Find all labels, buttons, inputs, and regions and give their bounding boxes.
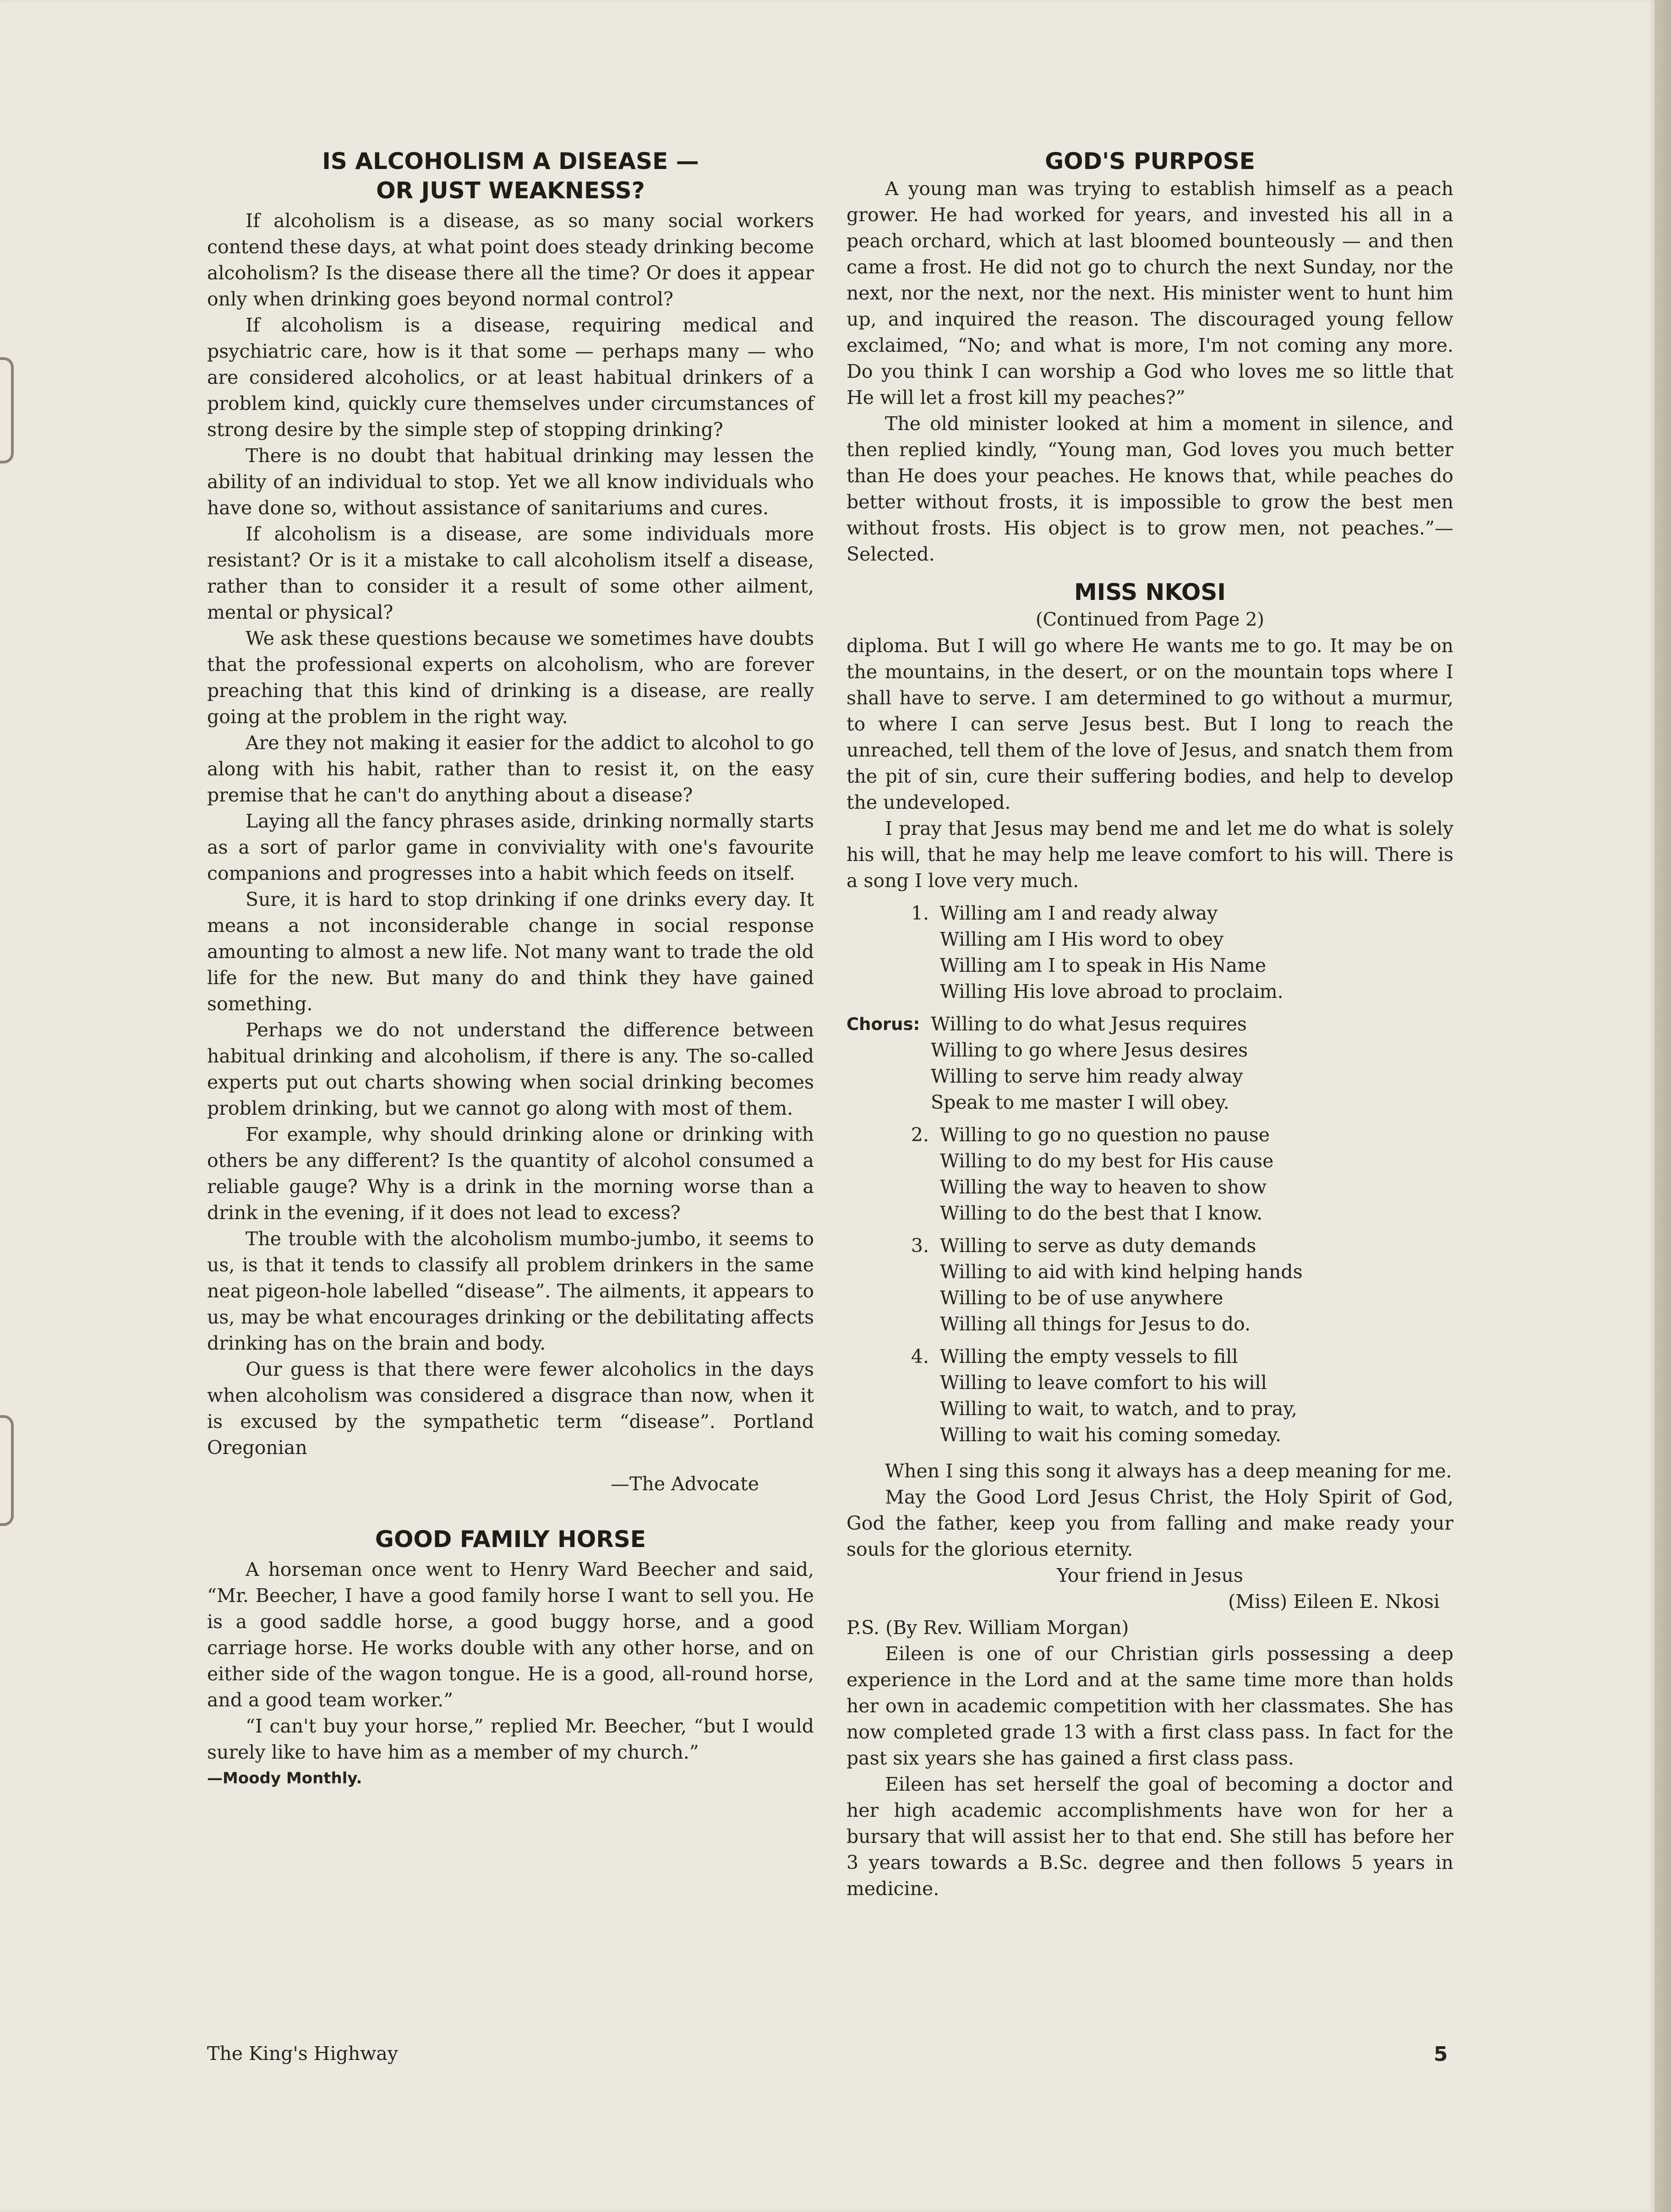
left-column xyxy=(207,147,814,1792)
song-chorus xyxy=(846,1011,1453,1116)
song-line: Willing to do the best that I know. xyxy=(940,1202,1263,1224)
paragraph: The old minister looked at him a moment in silence, and then replied kindly, “Young man, God loves you much better than He does your peaches. He knows that, while peaches do better without frosts, it is impossible to grow the best men without frosts. His object is to grow men, not peaches.”—Selected. xyxy=(846,413,1453,565)
article-attribution: —The Advocate xyxy=(611,1473,759,1495)
right-column xyxy=(846,147,1453,1902)
verse-number: 4. xyxy=(911,1346,929,1368)
postscript-heading: P.S. (By Rev. William Morgan) xyxy=(846,1617,1129,1639)
song-line: Willing to be of use anywhere xyxy=(940,1287,1223,1309)
article-title: GOD'S PURPOSE xyxy=(1045,148,1255,174)
binder-ring-top xyxy=(0,357,14,463)
article-good-family-horse xyxy=(207,1525,814,1792)
signature-line: Your friend in Jesus xyxy=(1057,1564,1243,1586)
song-line: Willing to go no question no pause xyxy=(940,1124,1270,1146)
verse-number: 3. xyxy=(911,1235,929,1257)
verse-number: 2. xyxy=(911,1124,929,1146)
paragraph: A young man was trying to establish himself as a peach grower. He had worked for years, and invested his all in a peach orchard, which at last bloomed bounteously — and then came a frost. He did not go to church the next Sunday, nor the next, nor the next, nor the next. His minister went to hunt him up, and inquired the reason. The discouraged young fellow exclaimed, “No; and what is more, I'm not coming any more. Do you think I can worship a God who loves me so little that He will let a frost kill my peaches?” xyxy=(846,178,1453,409)
paragraph: Are they not making it easier for the addict to alcohol to go along with his habit, rather than to resist it, on the easy premise that he can't do anything about a disease? xyxy=(207,732,814,806)
article-miss-nkosi xyxy=(846,578,1453,1902)
song-line: Willing to go where Jesus desires xyxy=(931,1039,1248,1061)
paragraph: If alcoholism is a disease, are some individuals more resistant? Or is it a mistake to call alcoholism itself a disease, rather than to consider it a result of some other ailment, mental or physical? xyxy=(207,523,814,623)
article-title-line2: OR JUST WEAKNESS? xyxy=(376,177,645,204)
article-subtitle: (Continued from Page 2) xyxy=(1035,609,1265,630)
paragraph: When I sing this song it always has a deep meaning for me. xyxy=(885,1460,1452,1482)
song-line: Willing to wait his coming someday. xyxy=(940,1424,1282,1446)
paragraph: I pray that Jesus may bend me and let me do what is solely his will, that he may help me leave comfort to his will. There is a song I love very much. xyxy=(846,817,1453,892)
paragraph: Eileen has set herself the goal of becoming a doctor and her high academic accomplishments have won for her a bursary that will assist her to that end. She still has before her 3 years towards a B.Sc. degree and then follows 5 years in medicine. xyxy=(846,1773,1453,1900)
song-line: Willing to aid with kind helping hands xyxy=(940,1261,1303,1283)
article-title-line1: IS ALCOHOLISM A DISEASE — xyxy=(322,148,699,174)
paragraph: There is no doubt that habitual drinking may lessen the ability of an individual to stop. Yet we all know individuals who have done so, without assistance of sanitariums and cures. xyxy=(207,445,814,519)
paragraph: diploma. But I will go where He wants me to go. It may be on the mountains, in the desert, or on the mountain tops where I shall have to serve. I am determined to go without a murmur, to where I can serve Jesus best. But I long to reach the unreached, tell them of the love of Jesus, and snatch them from the pit of sin, cure their suffering bodies, and help to develop the undeveloped. xyxy=(846,635,1453,813)
binder-ring-bottom xyxy=(0,1415,14,1526)
paragraph: Sure, it is hard to stop drinking if one drinks every day. It means a not inconsiderable change in social response amounting to almost a new life. Not many want to trade the old life for the new. But many do and think they have gained something. xyxy=(207,888,814,1015)
paragraph: If alcoholism is a disease, requiring medical and psychiatric care, how is it that some — perhaps many — who are considered alcoholics, or at least habitual drinkers of a problem kind, quickly cure themselves under circumstances of strong desire by the simple step of stopping drinking? xyxy=(207,314,814,441)
paragraph: The trouble with the alcoholism mumbo-jumbo, it seems to us, is that it tends to classify all problem drinkers in the same neat pigeon-hole labelled “disease”. The ailments, it appears to us, may be what encourages drinking or the debilitating affects drinking has on the brain and body. xyxy=(207,1228,814,1354)
article-title: GOOD FAMILY HORSE xyxy=(375,1526,646,1553)
page-edge xyxy=(1655,0,1671,2212)
article-alcoholism xyxy=(207,147,814,1497)
song-verse-3 xyxy=(846,1233,1453,1337)
song-line: Willing to serve him ready alway xyxy=(931,1065,1243,1087)
publication-title: The King's Highway xyxy=(207,2043,399,2065)
paragraph: “I can't buy your horse,” replied Mr. Beecher, “but I would surely like to have him as a member of my church.” xyxy=(207,1715,814,1763)
verse-number: 1. xyxy=(911,902,929,924)
article-gods-purpose xyxy=(846,147,1453,567)
paragraph: If alcoholism is a disease, as so many social workers contend these days, at what point does steady drinking become alcoholism? Is the disease there all the time? Or does it appear only when drinking goes beyond normal control? xyxy=(207,210,814,310)
song-line: Willing am I and ready alway xyxy=(940,902,1218,924)
song-verse-1 xyxy=(846,900,1453,1005)
paragraph: We ask these questions because we sometimes have doubts that the professional experts on alcoholism, who are forever preaching that this kind of drinking is a disease, are really going at the problem in the right way. xyxy=(207,627,814,728)
paragraph: A horseman once went to Henry Ward Beecher and said, “Mr. Beecher, I have a good family horse I want to sell you. He is a good saddle horse, a good buggy horse, and a good carriage horse. He works double with any other horse, and on either side of the wagon tongue. He is a good, all-round horse, and a good team worker.” xyxy=(207,1558,814,1711)
song-line: Willing to wait, to watch, and to pray, xyxy=(940,1398,1297,1420)
paragraph: Eileen is one of our Christian girls possessing a deep experience in the Lord and at the same time more than holds her own in academic competition with her classmates. She has now completed grade 13 with a first class pass. In fact for the past six years she has gained a first class pass. xyxy=(846,1643,1453,1769)
paragraph: Our guess is that there were fewer alcoholics in the days when alcoholism was considered a disgrace than now, when it is excused by the sympathetic term “disease”. Portland Oregonian xyxy=(207,1358,814,1459)
paragraph: For example, why should drinking alone or drinking with others be any different? Is the quantity of alcohol consumed a reliable gauge? Why is a drink in the morning worse than a drink in the evening, if it does not lead to excess? xyxy=(207,1123,814,1224)
song-line: Speak to me master I will obey. xyxy=(931,1091,1229,1113)
song-line: Willing all things for Jesus to do. xyxy=(940,1313,1251,1335)
song-line: Willing His love abroad to proclaim. xyxy=(940,981,1283,1002)
signature-name: (Miss) Eileen E. Nkosi xyxy=(1228,1591,1440,1613)
song-verse-2 xyxy=(846,1122,1453,1226)
song-line: Willing the empty vessels to fill xyxy=(940,1346,1238,1368)
article-title: MISS NKOSI xyxy=(1074,579,1226,605)
article-attribution: —Moody Monthly. xyxy=(207,1769,362,1787)
song-line: Willing am I to speak in His Name xyxy=(940,954,1267,976)
song-line: Willing to do what Jesus requires xyxy=(931,1013,1247,1035)
paragraph: May the Good Lord Jesus Christ, the Holy Spirit of God, God the father, keep you from falling and make ready your souls for the glorious eternity. xyxy=(846,1486,1453,1560)
paragraph: Perhaps we do not understand the difference between habitual drinking and alcoholism, if there is any. The so-called experts put out charts showing when social drinking becomes problem drinking, but we cannot go along with most of them. xyxy=(207,1019,814,1119)
song-line: Willing to leave comfort to his will xyxy=(940,1372,1267,1394)
song-line: Willing to do my best for His cause xyxy=(940,1150,1274,1172)
song-verse-4 xyxy=(846,1344,1453,1448)
song-line: Willing the way to heaven to show xyxy=(940,1176,1267,1198)
song-line: Willing am I His word to obey xyxy=(940,928,1224,950)
paragraph: Laying all the fancy phrases aside, drinking normally starts as a sort of parlor game in conviviality with one's favourite companions and progresses into a habit which feeds on itself. xyxy=(207,810,814,884)
page-number: 5 xyxy=(1434,2043,1448,2066)
song-line: Willing to serve as duty demands xyxy=(940,1235,1256,1257)
chorus-label: Chorus: xyxy=(846,1014,920,1034)
